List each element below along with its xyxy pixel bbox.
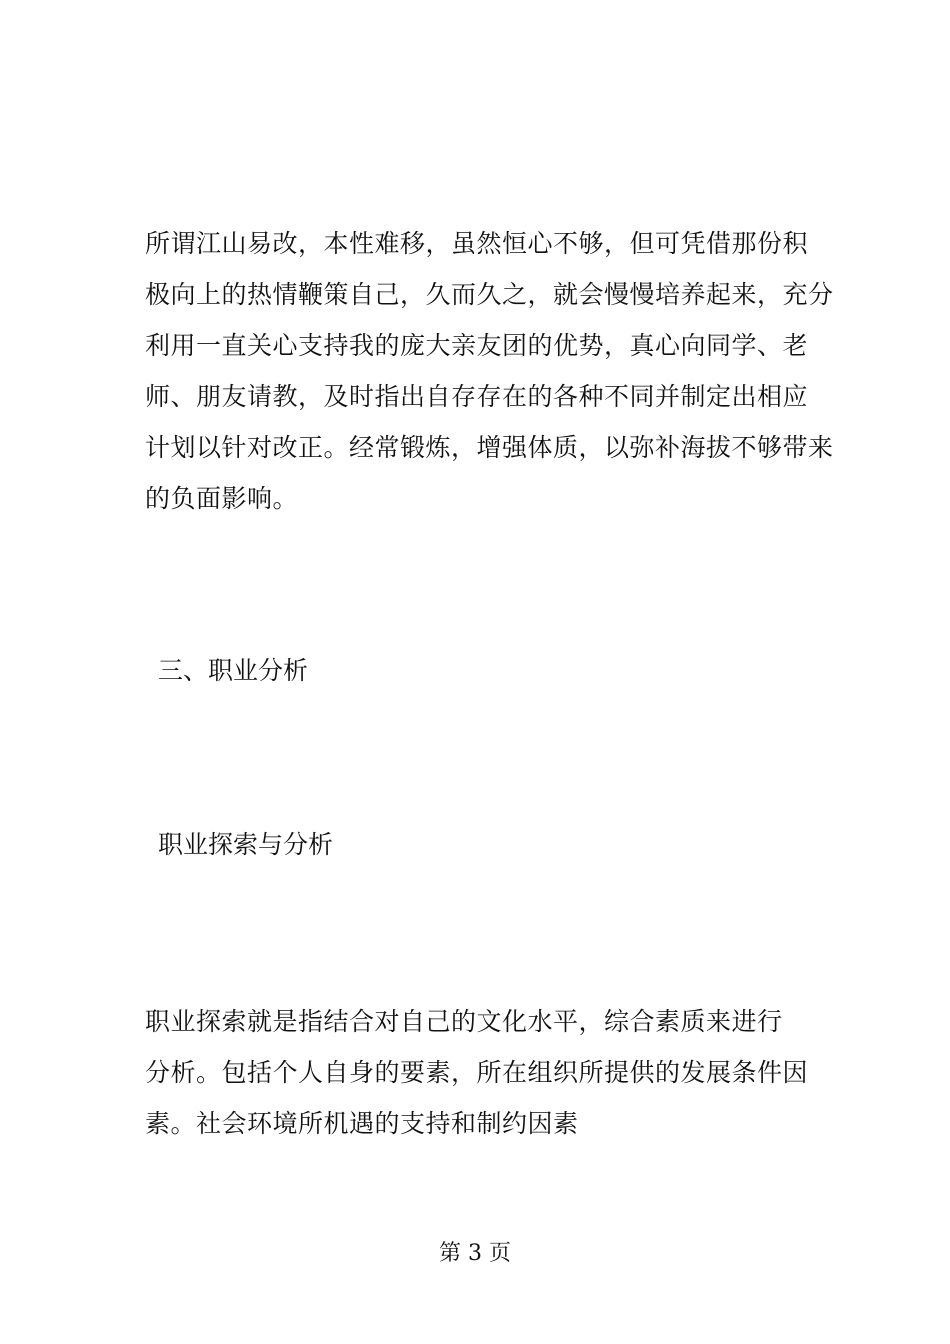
paragraph-line: 职业探索就是指结合对自己的文化水平，综合素质来进行 <box>145 1007 783 1036</box>
paragraph-line: 极向上的热情鞭策自己，久而久之，就会慢慢培养起来，充分 <box>145 280 834 309</box>
paragraph-line: 计划以针对改正。经常锻炼，增强体质，以弥补海拔不够带来 <box>145 433 834 462</box>
paragraph-line: 素。社会环境所机遇的支持和制约因素 <box>145 1109 579 1138</box>
page-number: 第 3 页 <box>439 1241 511 1266</box>
paragraph-line: 的负面影响。 <box>145 484 299 513</box>
paragraph-line: 所谓江山易改，本性难移，虽然恒心不够，但可凭借那份积 <box>145 229 809 258</box>
paragraph-line: 分析。包括个人自身的要素，所在组织所提供的发展条件因 <box>145 1058 809 1087</box>
paragraph-line: 利用一直关心支持我的庞大亲友团的优势，真心向同学、老 <box>145 331 809 360</box>
paragraph-career-exploration <box>145 996 810 1149</box>
paragraph-self-improvement <box>145 218 834 524</box>
subheading: 职业探索与分析 <box>158 830 334 859</box>
section-heading: 三、职业分析 <box>158 656 309 685</box>
paragraph-line: 师、朋友请教，及时指出自存存在的各种不同并制定出相应 <box>145 382 809 411</box>
